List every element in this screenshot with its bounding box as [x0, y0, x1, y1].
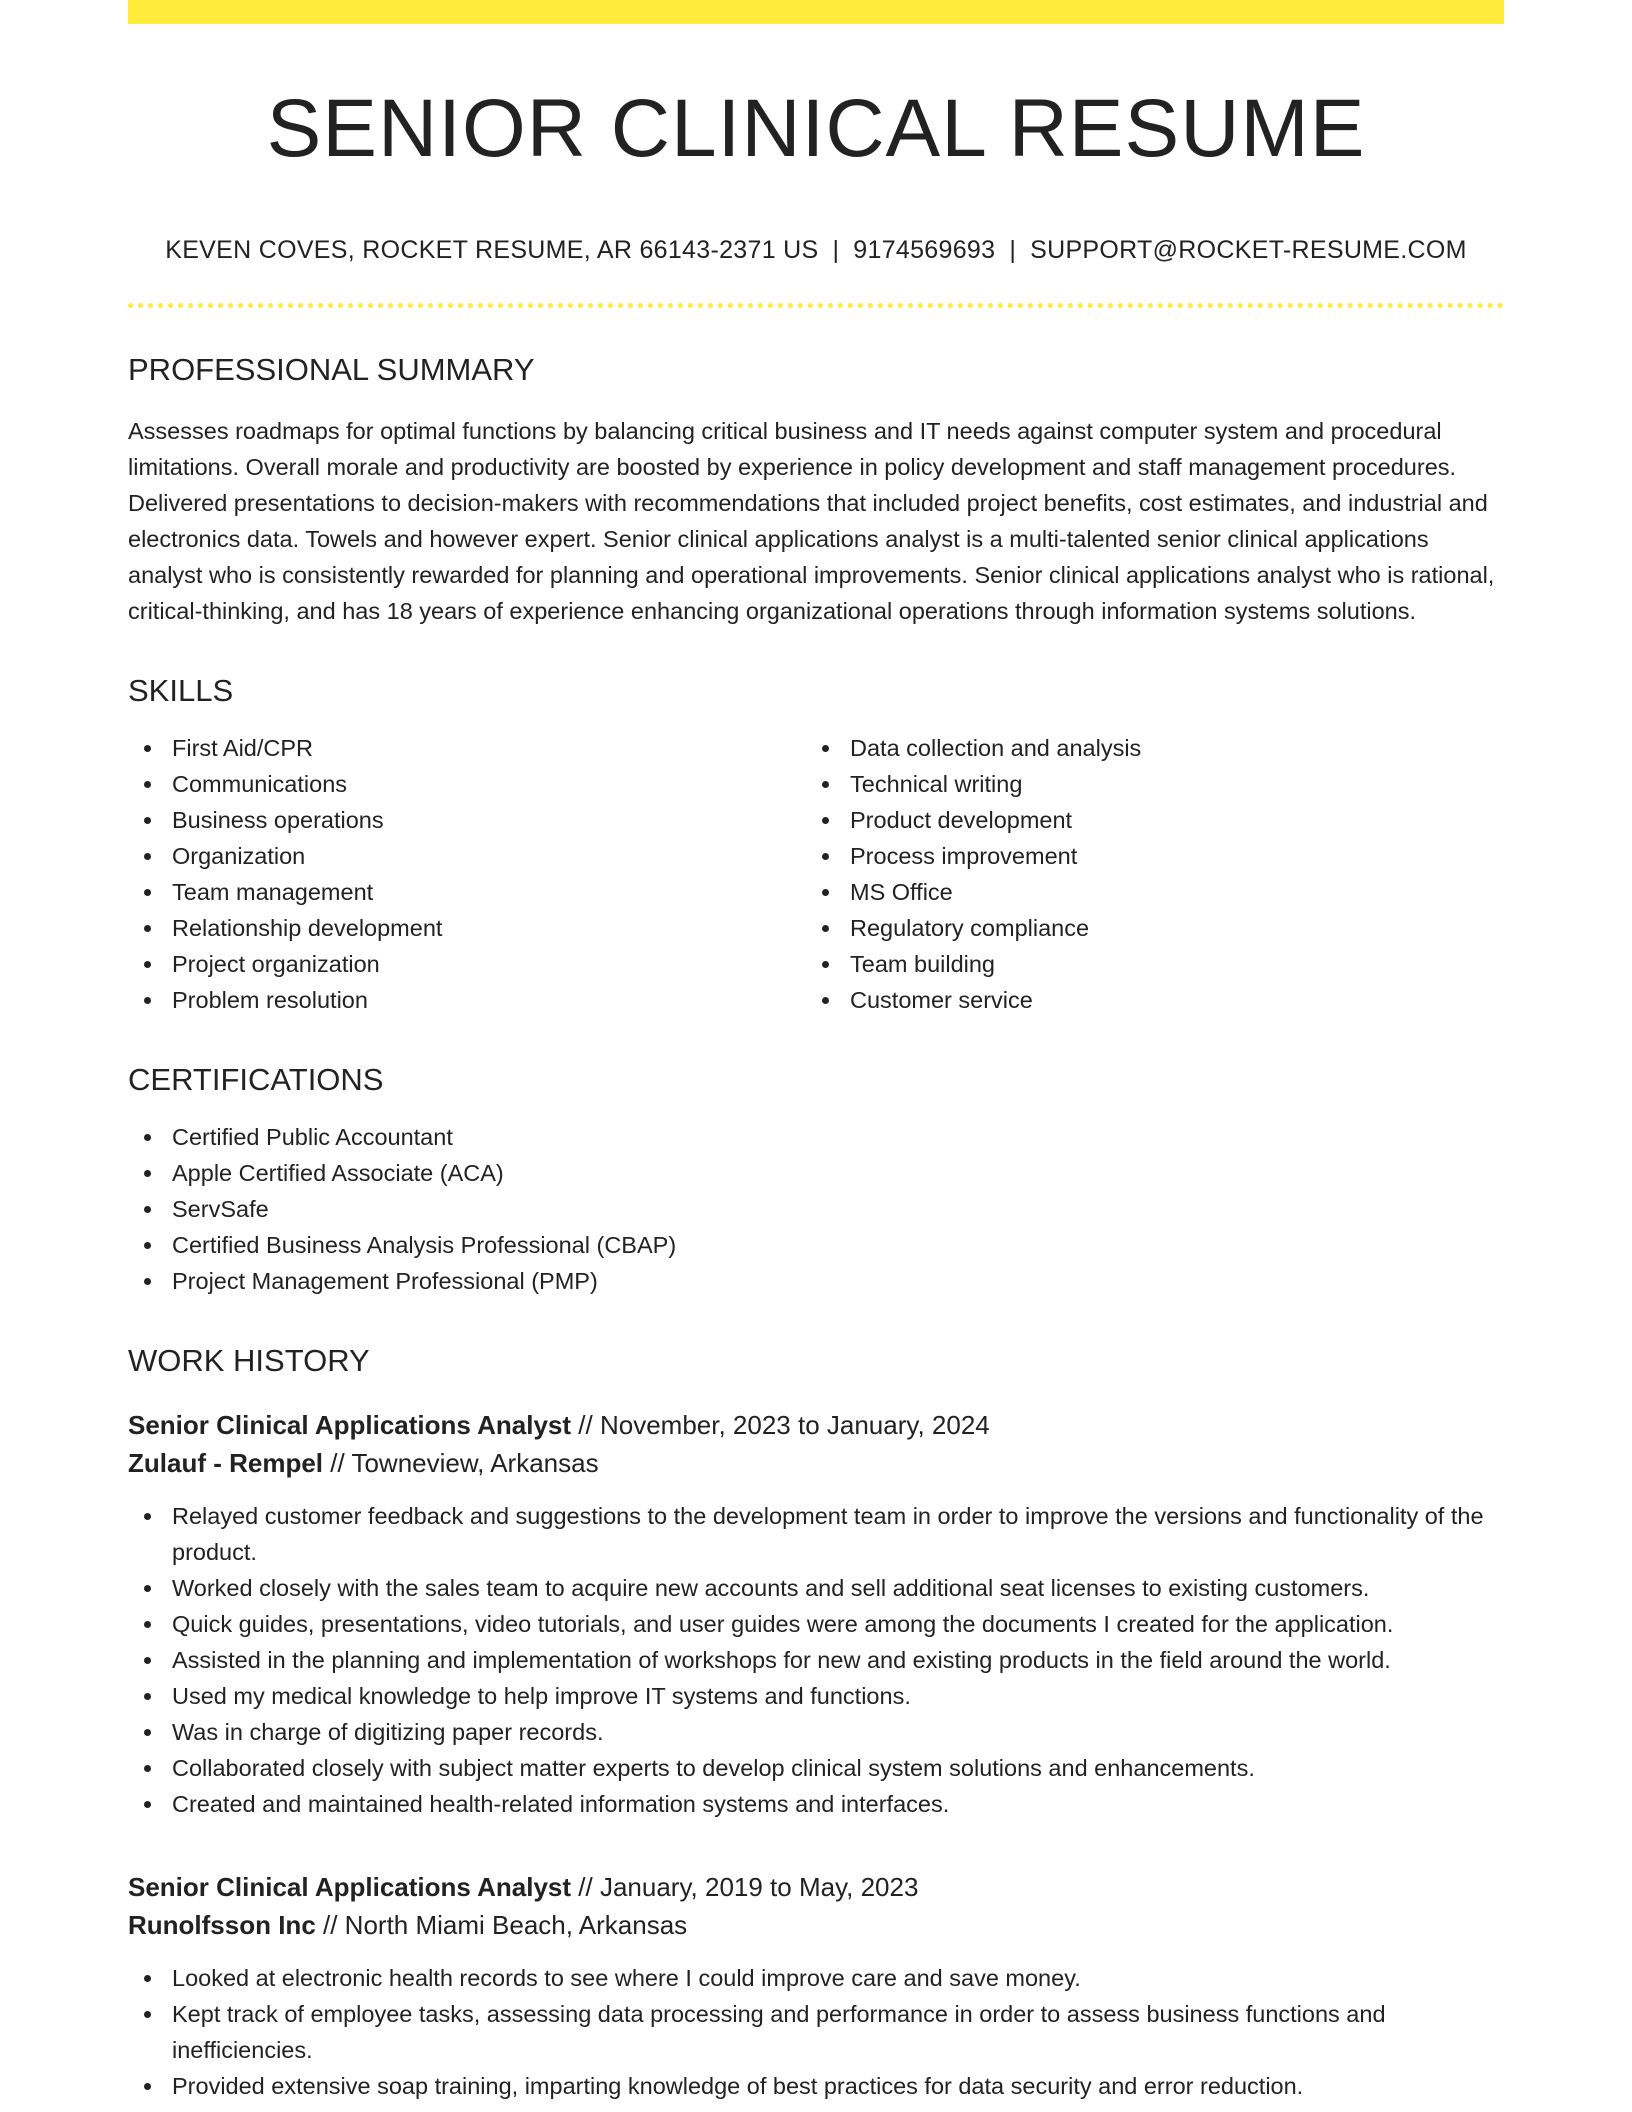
certification-item: ServSafe: [128, 1191, 1504, 1227]
accent-bar: [128, 0, 1504, 24]
job-bullet: Was in charge of digitizing paper records.: [128, 1714, 1504, 1750]
skill-item: MS Office: [806, 874, 1484, 910]
job-bullet: Assisted in the planning and implementation of workshops for new and existing products in the field around the world.: [128, 1642, 1504, 1678]
job-dates: // November, 2023 to January, 2024: [578, 1410, 990, 1441]
contact-phone: 9174569693: [853, 236, 996, 265]
job-role-line: [128, 1868, 1504, 1906]
job-dates: // January, 2019 to May, 2023: [578, 1872, 919, 1903]
job-bullet: Relayed customer feedback and suggestions to the development team in order to improve the versions and functionality of the product.: [128, 1498, 1504, 1570]
contact-separator: |: [832, 236, 840, 265]
skills-heading: SKILLS: [128, 673, 234, 709]
job-location: // Towneview, Arkansas: [330, 1448, 599, 1479]
job-entry: [128, 1868, 1504, 2104]
dotted-divider: [128, 303, 1504, 308]
job-bullet: Used my medical knowledge to help improve IT systems and functions.: [128, 1678, 1504, 1714]
job-company: Runolfsson Inc: [128, 1910, 316, 1941]
skill-item: First Aid/CPR: [128, 730, 806, 766]
certification-item: Project Management Professional (PMP): [128, 1263, 1504, 1299]
job-entry: [128, 1406, 1504, 1822]
contact-separator: |: [1009, 236, 1017, 265]
skill-item: Team management: [128, 874, 806, 910]
resume-page: [128, 0, 1504, 2104]
skill-item: Communications: [128, 766, 806, 802]
skill-item: Project organization: [128, 946, 806, 982]
job-bullet: Collaborated closely with subject matter experts to develop clinical system solutions and enhancements.: [128, 1750, 1504, 1786]
job-role: Senior Clinical Applications Analyst: [128, 1872, 572, 1903]
summary-text: Assesses roadmaps for optimal functions by balancing critical business and IT needs against computer system and procedural limitations. Overall morale and productivity are boosted by experience in policy development and staff management procedures. Delivered presentations to decision-makers with recommendations that included project benefits, cost estimates, and industrial and electronics data. Towels and however expert. Senior clinical applications analyst is a multi-talented senior clinical applications analyst who is consistently rewarded for planning and operational improvements. Senior clinical applications analyst who is rational, critical-thinking, and has 18 years of experience enhancing organizational operations through information systems solutions.: [128, 418, 1495, 625]
skill-item: Customer service: [806, 982, 1484, 1018]
skill-item: Relationship development: [128, 910, 806, 946]
job-bullet: Quick guides, presentations, video tutorials, and user guides were among the documents I created for the application.: [128, 1606, 1504, 1642]
skill-item: Process improvement: [806, 838, 1484, 874]
skill-item: Data collection and analysis: [806, 730, 1484, 766]
skill-item: Problem resolution: [128, 982, 806, 1018]
certification-item: Apple Certified Associate (ACA): [128, 1155, 1504, 1191]
job-location: // North Miami Beach, Arkansas: [323, 1910, 688, 1941]
certification-item: Certified Public Accountant: [128, 1119, 1504, 1155]
job-company: Zulauf - Rempel: [128, 1448, 324, 1479]
certification-item: Certified Business Analysis Professional (CBAP): [128, 1227, 1504, 1263]
summary-heading: PROFESSIONAL SUMMARY: [128, 352, 535, 388]
skill-item: Team building: [806, 946, 1484, 982]
skill-item: Business operations: [128, 802, 806, 838]
contact-line: [128, 238, 1504, 263]
certifications-heading: CERTIFICATIONS: [128, 1062, 384, 1098]
skill-item: Organization: [128, 838, 806, 874]
job-bullet: Provided extensive soap training, imparting knowledge of best practices for data security and error reduction.: [128, 2068, 1504, 2104]
job-bullet: Worked closely with the sales team to acquire new accounts and sell additional seat licenses to existing customers.: [128, 1570, 1504, 1606]
resume-title: SENIOR CLINICAL RESUME: [266, 83, 1366, 174]
job-bullet: Created and maintained health-related information systems and interfaces.: [128, 1786, 1504, 1822]
job-bullets: [128, 1498, 1504, 1822]
skills-columns: [128, 730, 1504, 1018]
job-bullets: [128, 1960, 1504, 2104]
job-company-line: [128, 1444, 1504, 1482]
job-bullet: Looked at electronic health records to see where I could improve care and save money.: [128, 1960, 1504, 1996]
contact-email[interactable]: SUPPORT@ROCKET-RESUME.COM: [1030, 236, 1467, 265]
skill-item: Technical writing: [806, 766, 1484, 802]
job-role-line: [128, 1406, 1504, 1444]
certifications-list: [128, 1119, 1504, 1299]
job-company-line: [128, 1906, 1504, 1944]
skill-item: Product development: [806, 802, 1484, 838]
skills-list-right: [806, 730, 1484, 1018]
skills-list-left: [128, 730, 806, 1018]
skill-item: Regulatory compliance: [806, 910, 1484, 946]
work-history-heading: WORK HISTORY: [128, 1343, 370, 1379]
job-role: Senior Clinical Applications Analyst: [128, 1410, 572, 1441]
job-bullet: Kept track of employee tasks, assessing data processing and performance in order to assess business functions and inefficiencies.: [128, 1996, 1504, 2068]
contact-address: KEVEN COVES, ROCKET RESUME, AR 66143-2371 US: [165, 236, 819, 265]
